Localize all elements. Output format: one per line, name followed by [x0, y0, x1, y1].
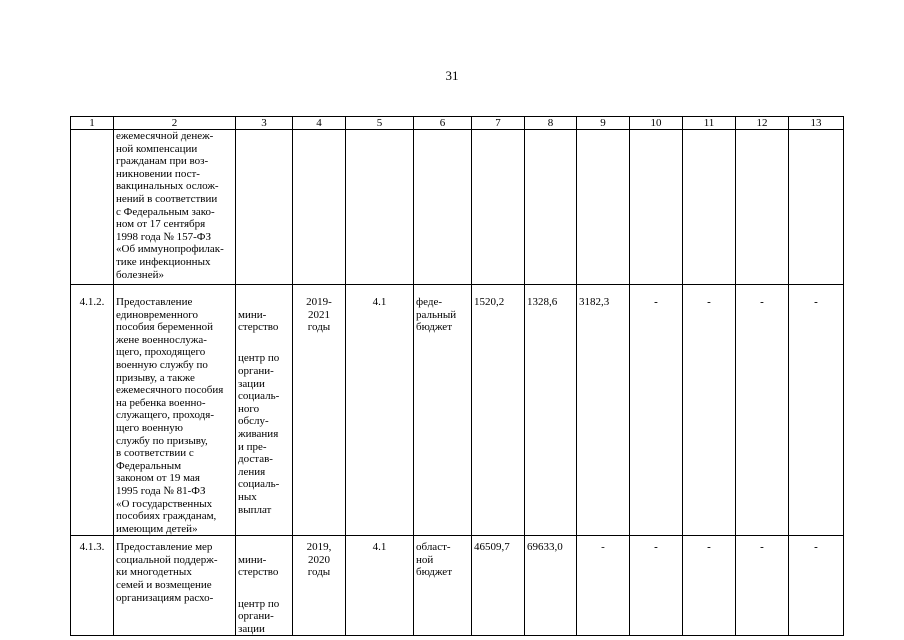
value-col-8	[525, 130, 577, 285]
executor-ministry: мини- стерство	[238, 308, 279, 334]
column-number-header-row	[71, 117, 844, 130]
implementation-years	[293, 130, 346, 285]
value-col-7: 1520,2	[472, 285, 525, 536]
implementation-years: 2019- 2021 годы	[293, 285, 346, 536]
column-header: 10	[630, 117, 683, 130]
value-col-8: 69633,0	[525, 536, 577, 636]
value-col-10	[630, 130, 683, 285]
task-code: 4.1	[346, 536, 414, 636]
executor-cell	[236, 285, 293, 536]
executor-center: центр по органи- зации	[238, 597, 280, 635]
item-description: Предоставление мер социальной поддерж- ки многодетных семей и возмещение организациям расхо-	[114, 536, 236, 636]
column-header: 7	[472, 117, 525, 130]
page-number: 31	[445, 68, 459, 83]
item-description: ежемесячной денеж- ной компенсации гражданам при воз- никновении пост- вакцинальных ослож- нений в соответствии с Федеральным зако- ном от 17 сентября 1998 года № 157-ФЗ «Об иммунопрофилак- тике инфекционных болезней»	[114, 130, 236, 285]
item-number: 4.1.2.	[71, 285, 114, 536]
column-header: 11	[683, 117, 736, 130]
value-col-9: 3182,3	[577, 285, 630, 536]
value-col-11: -	[683, 285, 736, 536]
value-col-12: -	[736, 285, 789, 536]
column-header: 4	[293, 117, 346, 130]
value-col-11: -	[683, 536, 736, 636]
value-col-10: -	[630, 285, 683, 536]
table-row	[71, 130, 844, 285]
funding-source: област- ной бюджет	[414, 536, 472, 636]
value-col-8: 1328,6	[525, 285, 577, 536]
executor-center: центр по органи- зации социаль- ного обслу- живания и пре- достав- ления социаль- ных выплат	[238, 352, 280, 516]
value-col-9	[577, 130, 630, 285]
column-header: 9	[577, 117, 630, 130]
executor-cell	[236, 536, 293, 636]
table-row	[71, 536, 844, 636]
item-number: 4.1.3.	[71, 536, 114, 636]
column-header: 3	[236, 117, 293, 130]
column-header: 1	[71, 117, 114, 130]
item-number	[71, 130, 114, 285]
value-col-9: -	[577, 536, 630, 636]
value-col-7	[472, 130, 525, 285]
value-col-11	[683, 130, 736, 285]
column-header: 12	[736, 117, 789, 130]
value-col-10: -	[630, 536, 683, 636]
value-col-13: -	[789, 285, 844, 536]
table-row	[71, 285, 844, 536]
column-header: 2	[114, 117, 236, 130]
task-code: 4.1	[346, 285, 414, 536]
executor-cell	[236, 130, 293, 285]
program-activities-table	[70, 116, 844, 636]
funding-source: феде- ральный бюджет	[414, 285, 472, 536]
value-col-7: 46509,7	[472, 536, 525, 636]
task-code	[346, 130, 414, 285]
value-col-13: -	[789, 536, 844, 636]
value-col-12	[736, 130, 789, 285]
item-description: Предоставление единовременного пособия беременной жене военнослужа- щего, проходящего военную службу по призыву, а также ежемесячного пособия на ребенка военно- служащего, проходя- щего военную службу по призыву, в соответствии с Федеральным законом от 19 мая 1995 года № 81-ФЗ «О государственных пособиях гражданам, имеющим детей»	[114, 285, 236, 536]
value-col-13	[789, 130, 844, 285]
funding-source	[414, 130, 472, 285]
column-header: 5	[346, 117, 414, 130]
column-header: 8	[525, 117, 577, 130]
executor-ministry: мини- стерство	[238, 553, 279, 579]
value-col-12: -	[736, 536, 789, 636]
column-header: 13	[789, 117, 844, 130]
column-header: 6	[414, 117, 472, 130]
implementation-years: 2019, 2020 годы	[293, 536, 346, 636]
